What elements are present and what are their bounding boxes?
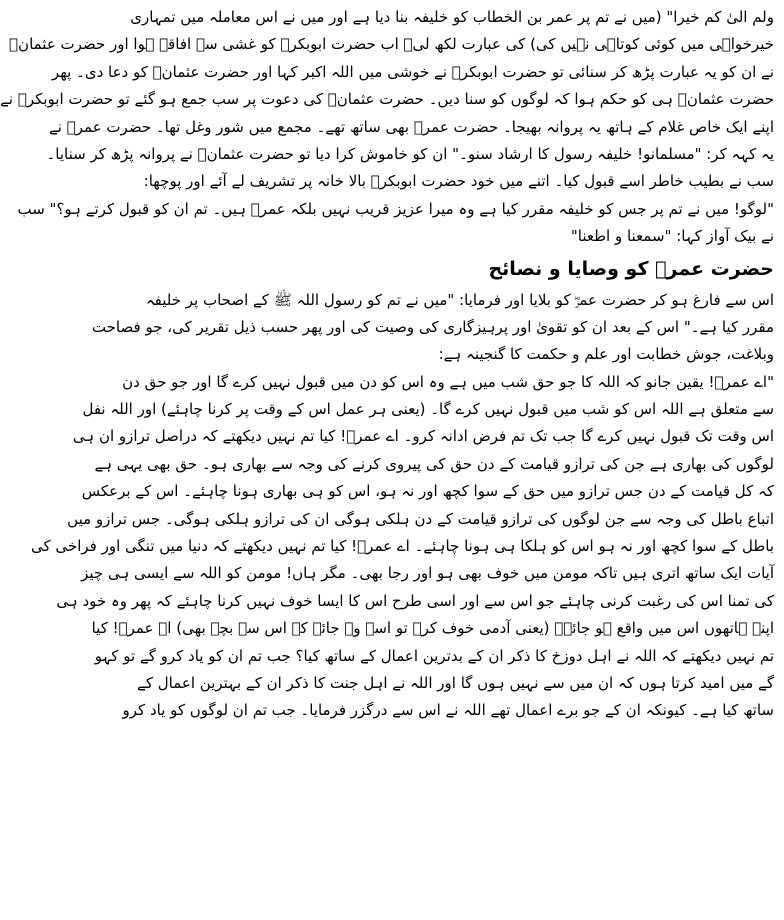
paragraph-speech xyxy=(31,369,774,725)
text-line: تم نہیں دیکھتے کہ اللہ نے اہل دوزخ کا ذکر ان کے بدترین اعمال کے ساتھ کیا؟ جب تم ان کو یاد کرو گے تو کہو xyxy=(94,646,774,665)
text-line: ولم الیٰ کم خیرا" (میں نے تم پر عمر بن الخطاب کو خلیفہ بنا دیا ہے اور میں نے اس معاملہ میں تمہاری xyxy=(130,8,774,26)
text-line: نے ان کو یہ عبارت پڑھ کر سنائی تو حضرت ابوبکرؓ نے خوشی میں اللہ اکبر کہا اور حضرت عثمانؓ کو دعا دی۔ پھر xyxy=(51,62,774,81)
paragraph-appointment xyxy=(0,4,774,251)
text-line: حضرت عثمانؓ ہی کو حکم ہوا کہ لوگوں کو سنا دیں۔ حضرت عثمانؓ کی دعوت پر سب جمع ہو گئے تو حضرت ابوبکرؓ نے xyxy=(0,90,774,109)
text-line: اتباع باطل کی وجہ سے جن لوگوں کی ترازو قیامت کے دن ہلکی ہوگی ان کی ترازو ہلکی ہوگی۔ جس ترازو میں xyxy=(67,509,774,528)
text-line: باطل کے سوا کچھ اور نہ ہو اس کو ہلکا ہی ہونا چاہئے۔ اے عمرؓ! کیا تم نہیں دیکھتے کہ دنیا میں تنگی اور فراخی کی xyxy=(31,537,774,556)
text-line: ساتھ کیا ہے۔ کیونکہ ان کے جو برے اعمال تھے اللہ نے اس سے درگزر فرمایا۔ جب تم ان لوگوں کو یاد کرو xyxy=(122,701,774,720)
section-heading: حضرت عمرؓ کو وصایا و نصائح xyxy=(488,257,774,280)
text-line: اس سے فارغ ہو کر حضرت عمرؓ کو بلایا اور فرمایا: "میں نے تم کو رسول اللہ ﷺ کے اصحاب پر خلیفہ xyxy=(145,290,774,309)
text-line: خیرخواہی میں کوئی کوتاہی نہیں کی) کی عبارت لکھ لی۔ اب حضرت ابوبکرؓ کو غشی سے افاقہ ہوا اور حضرت عثمانؓ xyxy=(9,35,774,54)
text-line: اس وقت تک قبول نہیں کرے گا جب تک تم فرض ادانہ کرو۔ اے عمرؓ! کیا تم نہیں دیکھتے کہ دراصل ترازو ان ہی xyxy=(72,427,774,446)
text-line: لوگوں کی بھاری ہے جن کی ترازو قیامت کے دن حق کی پیروی کرنے کی وجہ سے بھاری ہو۔ حق بھی یہی ہے xyxy=(94,454,774,473)
text-line: کہ کل قیامت کے دن جس ترازو میں حق کے سوا کچھ اور نہ ہو، اس کو ہی بھاری ہونا چاہئے۔ اس کے برعکس xyxy=(81,482,774,501)
text-line: کی تمنا اس کی رغبت کرنی چاہئے جو اس سے اور اسی طرح اس کا ایسا خوف نہیں کرنا چاہئے کہ پھر وہ خود ہی xyxy=(56,591,774,610)
text-line: مقرر کیا ہے۔" اس کے بعد ان کو تقویٰ اور پرہیزگاری کی وصیت کی اور پھر حسب ذیل تقریر کی، جو فصاحت xyxy=(91,317,774,336)
text-line: سب نے بطیب خاطر اسے قبول کیا۔ اتنے میں خود حضرت ابوبکرؓ بالا خانہ پر تشریف لے آئے اور پوچھا: xyxy=(143,172,774,191)
text-line: اپنے ایک خاص غلام کے ہاتھ یہ پروانہ بھیجا۔ حضرت عمرؓ بھی ساتھ تھے۔ مجمع میں شور وغل تھا۔ حضرت عمرؓ نے xyxy=(49,117,774,136)
text-line: اپنے ہاتھوں اس میں واقع ہو جائے۔ (یعنی آدمی خوف کرے تو اسے وہ جائے کہ اس سے بچے بھی) اے عمرؓ! کیا xyxy=(91,619,774,638)
text-line: یہ کہہ کر: "مسلمانو! خلیفہ رسول کا ارشاد سنو۔" ان کو خاموش کرا دیا تو حضرت عثمانؓ نے پروانہ پڑھ کر سنایا۔ xyxy=(46,144,774,163)
text-line: گے میں امید کرتا ہوں کہ ان میں سے نہیں ہوں گا اور اللہ نے اہل جنت کا ذکر ان کے بہترین اعمال کے xyxy=(137,673,774,692)
text-line: آیات ایک ساتھ اتری ہیں تاکہ مومن میں خوف بھی ہو اور رجا بھی۔ مگر ہاں! مومن کو اللہ سے ایسی ہی چیز xyxy=(81,564,774,583)
text-line: "لوگو! میں نے تم پر جس کو خلیفہ مقرر کیا ہے وہ میرا عزیز قریب نہیں بلکہ عمرؓ ہیں۔ تم ان کو قبول کرتے ہو؟" سب xyxy=(17,199,774,218)
text-line: سے متعلق ہے اللہ اس کو شب میں قبول نہیں کرے گا۔ (یعنی ہر عمل اس کے وقت پر کرنا چاہئے) اور اللہ نفل xyxy=(82,400,774,419)
text-line: "اے عمرؓ! یقین جانو کہ اللہ کا جو حق شب میں ہے وہ اس کو دن میں قبول نہیں کرے گا اور جو حق دن xyxy=(122,372,774,391)
text-line: نے بیک آواز کہا: "سمعنا و اطعنا" xyxy=(570,227,774,246)
paragraph-summons xyxy=(91,287,774,369)
text-line: وبلاغت، جوش خطابت اور علم و حکمت کا گنجینہ ہے: xyxy=(438,345,774,364)
